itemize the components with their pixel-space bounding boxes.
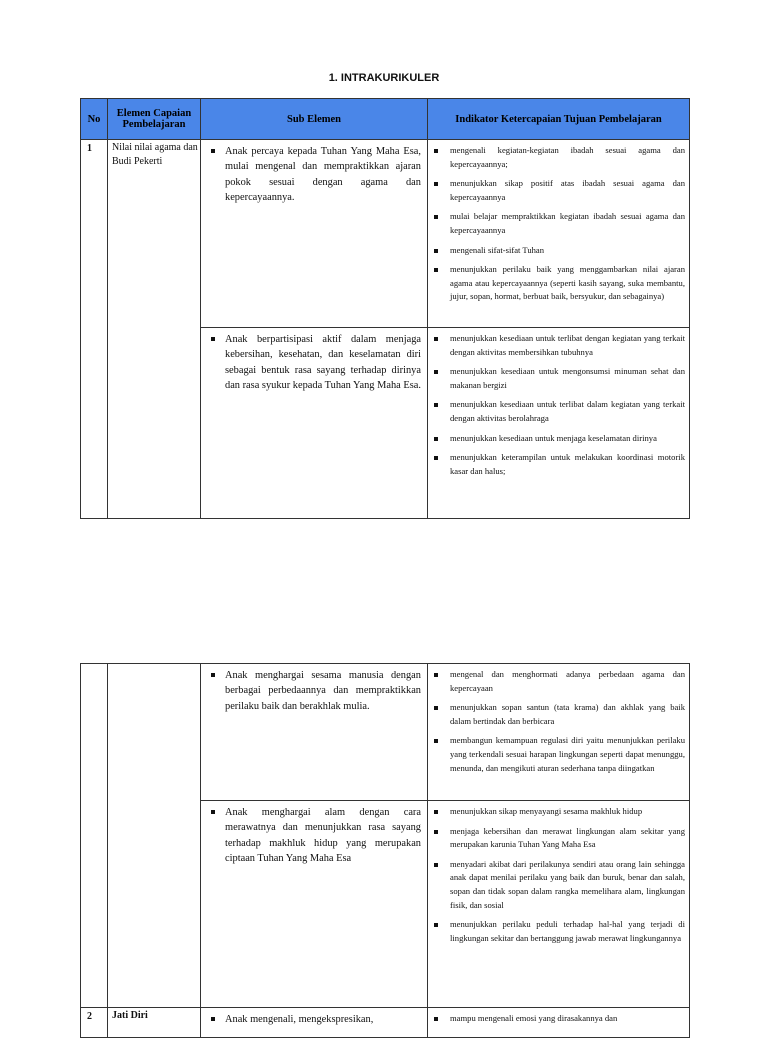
indikator-item: membangun kemampuan regulasi diri yaitu menunjukkan perilaku yang terkendali sesuai harapan lingkungan seperti dapat menunggu, menunda, dan mengikuti aturan sederhana tanpa diingatkan xyxy=(432,734,685,775)
row-number: 1 xyxy=(81,140,108,519)
indikator-item: menunjukkan perilaku baik yang menggambarkan nilai ajaran agama atau kepercayaannya (seperti kasih sayang, suka membantu, jujur, sopan, hormat, berbuat baik, bersyukur, dan sebagainya) xyxy=(432,263,685,304)
row-number: 2 xyxy=(81,1008,108,1038)
indikator-item: menjaga kebersihan dan merawat lingkungan alam sekitar yang merupakan karunia Tuhan Yang Maha Esa xyxy=(432,825,685,852)
table-row xyxy=(81,140,690,328)
indikator-item: menunjukkan kesediaan untuk terlibat dengan kegiatan yang terkait dengan aktivitas membersihkan tubuhnya xyxy=(432,332,685,359)
table-row xyxy=(81,1008,690,1038)
indikator-item: mulai belajar mempraktikkan kegiatan ibadah sesuai agama dan kepercayaannya xyxy=(432,210,685,237)
sub-elemen-cell xyxy=(201,801,428,1008)
indikator-cell xyxy=(428,328,690,519)
indikator-cell xyxy=(428,140,690,328)
indikator-item: mengenali sifat-sifat Tuhan xyxy=(432,244,685,258)
indikator-cell xyxy=(428,1008,690,1038)
sub-elemen-cell xyxy=(201,328,428,519)
sub-elemen-item: Anak berpartisipasi aktif dalam menjaga kebersihan, kesehatan, dan keselamatan diri sebagai bentuk rasa sayang terhadap dirinya dan rasa syukur kepada Tuhan Yang Maha Esa. xyxy=(209,332,421,394)
intrakurikuler-table xyxy=(80,98,690,519)
indikator-item: menunjukkan sopan santun (tata krama) dan akhlak yang baik dalam bertindak dan berbicara xyxy=(432,701,685,728)
sub-elemen-item: Anak menghargai sesama manusia dengan berbagai perbedaannya dan mempraktikkan perilaku baik dan berakhlak mulia. xyxy=(209,668,421,714)
indikator-item: menunjukkan kesediaan untuk mengonsumsi minuman sehat dan makanan bergizi xyxy=(432,365,685,392)
indikator-item: menunjukkan kesediaan untuk menjaga keselamatan dirinya xyxy=(432,432,685,446)
header-sub-elemen: Sub Elemen xyxy=(201,99,428,140)
elemen-cell: Nilai nilai agama dan Budi Pekerti xyxy=(108,140,201,519)
indikator-cell xyxy=(428,664,690,801)
indikator-item: mengenali kegiatan-kegiatan ibadah sesuai agama dan kepercayaannya; xyxy=(432,144,685,171)
indikator-item: menunjukkan perilaku peduli terhadap hal-hal yang terjadi di lingkungan sekitar dan bertanggung jawab merawat lingkungannya xyxy=(432,918,685,945)
table-header-row xyxy=(81,99,690,140)
indikator-item: menunjukkan kesediaan untuk terlibat dalam kegiatan yang terkait dengan aktivitas berolahraga xyxy=(432,398,685,425)
indikator-item: mengenal dan menghormati adanya perbedaan agama dan kepercayaan xyxy=(432,668,685,695)
table-row xyxy=(81,664,690,801)
indikator-cell xyxy=(428,801,690,1008)
indikator-item: mampu mengenali emosi yang dirasakannya dan xyxy=(432,1012,685,1026)
indikator-item: menunjukkan keterampilan untuk melakukan koordinasi motorik kasar dan halus; xyxy=(432,451,685,478)
indikator-item: menunjukkan sikap menyayangi sesama makhluk hidup xyxy=(432,805,685,819)
header-indikator: Indikator Ketercapaian Tujuan Pembelajaran xyxy=(428,99,690,140)
sub-elemen-cell xyxy=(201,140,428,328)
intrakurikuler-table-continued xyxy=(80,663,690,1038)
sub-elemen-cell xyxy=(201,664,428,801)
section-title: 1. INTRAKURIKULER xyxy=(328,72,440,84)
elemen-cell: Jati Diri xyxy=(108,1008,201,1038)
indikator-item: menunjukkan sikap positif atas ibadah sesuai agama dan kepercayaannya xyxy=(432,177,685,204)
sub-elemen-cell xyxy=(201,1008,428,1038)
sub-elemen-item: Anak mengenali, mengekspresikan, xyxy=(209,1012,421,1027)
indikator-item: menyadari akibat dari perilakunya sendiri atau orang lain sehingga anak dapat menilai perilaku yang baik dan buruk, benar dan salah, sopan dan tidak sopan dalam rangka memelihara alam, lingkungan fisik, dan sosial xyxy=(432,858,685,912)
header-no: No xyxy=(81,99,108,140)
header-elemen: Elemen Capaian Pembelajaran xyxy=(108,99,201,140)
sub-elemen-item: Anak menghargai alam dengan cara merawatnya dan menunjukkan rasa sayang terhadap makhluk hidup yang merupakan ciptaan Tuhan Yang Maha Esa xyxy=(209,805,421,867)
sub-elemen-item: Anak percaya kepada Tuhan Yang Maha Esa, mulai mengenal dan mempraktikkan ajaran pokok sesuai dengan agama dan kepercayaannya. xyxy=(209,144,421,206)
